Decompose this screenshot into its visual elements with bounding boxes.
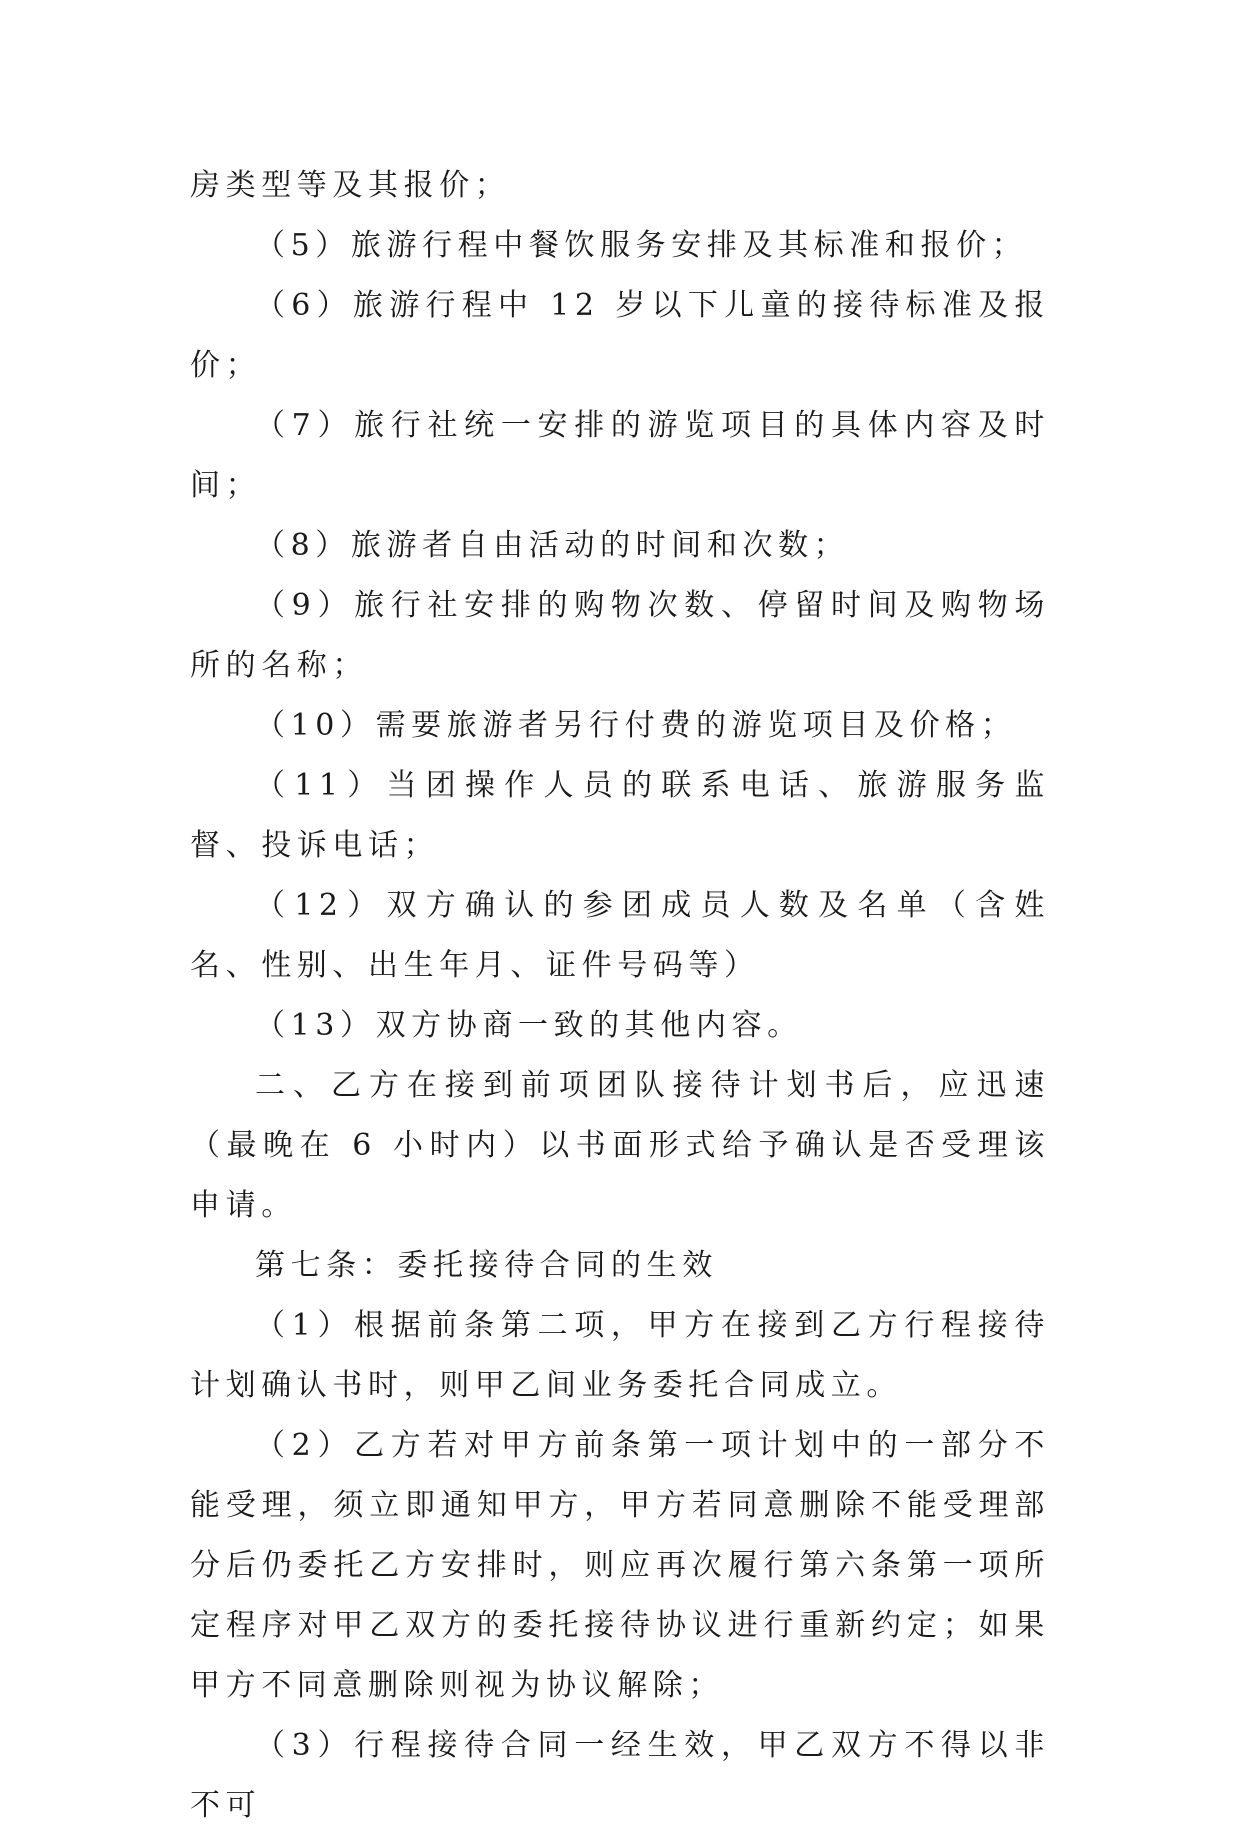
paragraph-article-7-item-3: （3）行程接待合同一经生效，甲乙双方不得以非不可 <box>190 1728 1050 1823</box>
paragraph-item-7: （7）旅行社统一安排的游览项目的具体内容及时间； <box>190 408 1050 503</box>
paragraph-item-9: （9）旅行社安排的购物次数、停留时间及购物场所的名称； <box>190 588 1050 683</box>
paragraph-article-7-item-2: （2）乙方若对甲方前条第一项计划中的一部分不能受理，须立即通知甲方，甲方若同意删除不能受理部分后仍委托乙方安排时，则应再次履行第六条第一项所定程序对甲乙双方的委托接待协议进行重新约定；如果甲方不同意删除则视为协议解除； <box>190 1428 1050 1703</box>
paragraph-item-11: （11）当团操作人员的联系电话、旅游服务监督、投诉电话； <box>190 768 1050 863</box>
paragraph-item-5: （5）旅游行程中餐饮服务安排及其标准和报价； <box>255 228 1028 263</box>
paragraph-item-13: （13）双方协商一致的其他内容。 <box>255 1008 803 1043</box>
paragraph-room-types: 房类型等及其报价； <box>190 168 511 203</box>
paragraph-article-7-item-1: （1）根据前条第二项，甲方在接到乙方行程接待计划确认书时，则甲乙间业务委托合同成立。 <box>190 1308 1050 1403</box>
paragraph-item-12: （12）双方确认的参团成员人数及名单（含姓名、性别、出生年月、证件号码等） <box>190 888 1050 983</box>
paragraph-item-6: （6）旅游行程中 12 岁以下儿童的接待标准及报价； <box>190 288 1050 383</box>
article-seven-heading: 第七条：委托接待合同的生效 <box>255 1248 718 1283</box>
paragraph-item-8: （8）旅游者自由活动的时间和次数； <box>255 528 850 563</box>
document-body <box>190 156 1050 1836</box>
paragraph-section-two: 二、乙方在接到前项团队接待计划书后，应迅速（最晚在 6 小时内）以书面形式给予确认是否受理该申请。 <box>190 1068 1050 1223</box>
paragraph-item-10: （10）需要旅游者另行付费的游览项目及价格； <box>255 708 1017 743</box>
